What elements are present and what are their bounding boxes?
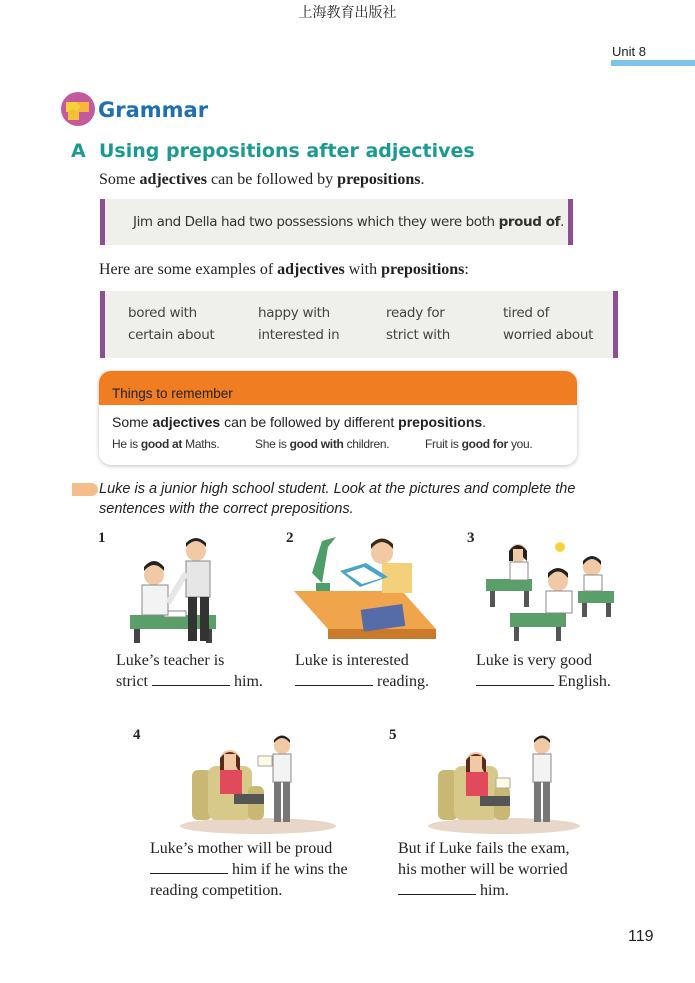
- item-3-sentence: Luke is very good English.: [476, 652, 611, 690]
- item-number: 5: [389, 727, 397, 743]
- adjective-phrase: ready for: [386, 305, 445, 321]
- answer-blank[interactable]: [295, 672, 373, 686]
- things-to-remember-box: [99, 371, 577, 465]
- remember-example: She is good with children.: [255, 437, 390, 451]
- item-5-sentence: But if Luke fails the exam, his mother will be worried him.: [398, 840, 570, 899]
- adjective-phrase: strict with: [386, 327, 450, 343]
- remember-header: [99, 371, 577, 405]
- adjective-phrase: interested in: [258, 327, 340, 343]
- unit-bar: [611, 60, 695, 66]
- exercise-instruction: Luke is a junior high school student. Look at the pictures and complete the sentences with the correct prepositions.: [99, 481, 576, 517]
- adjective-phrase: worried about: [503, 327, 594, 343]
- answer-blank[interactable]: [476, 672, 554, 686]
- puzzle-icon: [60, 91, 96, 127]
- remember-example: Fruit is good for you.: [425, 437, 533, 451]
- instruction-marker: [72, 483, 98, 496]
- grammar-title: Grammar: [98, 98, 209, 122]
- classroom-illustration: [476, 535, 616, 643]
- section-letter: A: [71, 140, 86, 162]
- mother-proud-illustration: [178, 730, 338, 834]
- item-4-sentence: Luke’s mother will be proud him if he wins the reading competition.: [150, 840, 348, 899]
- examples-intro: Here are some examples of adjectives with prepositions:: [99, 261, 469, 278]
- item-number: 4: [133, 727, 141, 743]
- teacher-student-illustration: [124, 533, 239, 645]
- remember-rule: Some adjectives can be followed by different prepositions.: [112, 414, 487, 430]
- adjective-phrase: tired of: [503, 305, 550, 321]
- remember-example: He is good at Maths.: [112, 437, 220, 451]
- example-sentence: Jim and Della had two possessions which they were both proud of.: [133, 214, 565, 230]
- publisher-name: 上海教育出版社: [298, 5, 397, 21]
- answer-blank[interactable]: [152, 672, 230, 686]
- adjective-phrase: certain about: [128, 327, 215, 343]
- answer-blank[interactable]: [150, 860, 228, 874]
- item-2-sentence: Luke is interested reading.: [295, 652, 429, 690]
- reading-student-illustration: [292, 533, 437, 645]
- item-number: 3: [467, 530, 475, 546]
- item-number: 1: [98, 530, 106, 546]
- page-number: 119: [628, 928, 654, 945]
- item-number: 2: [286, 530, 294, 546]
- mother-worried-illustration: [424, 730, 584, 834]
- example-box: [100, 199, 573, 245]
- item-1-sentence: Luke’s teacher is strict him.: [116, 652, 263, 690]
- adjective-list-box: [100, 291, 618, 358]
- adjective-phrase: happy with: [258, 305, 330, 321]
- intro-sentence: Some adjectives can be followed by prepositions.: [99, 171, 425, 188]
- section-title: Using prepositions after adjectives: [99, 140, 475, 162]
- answer-blank[interactable]: [398, 881, 476, 895]
- unit-label: Unit 8: [612, 44, 646, 59]
- adjective-phrase: bored with: [128, 305, 197, 321]
- remember-title: Things to remember: [112, 386, 233, 401]
